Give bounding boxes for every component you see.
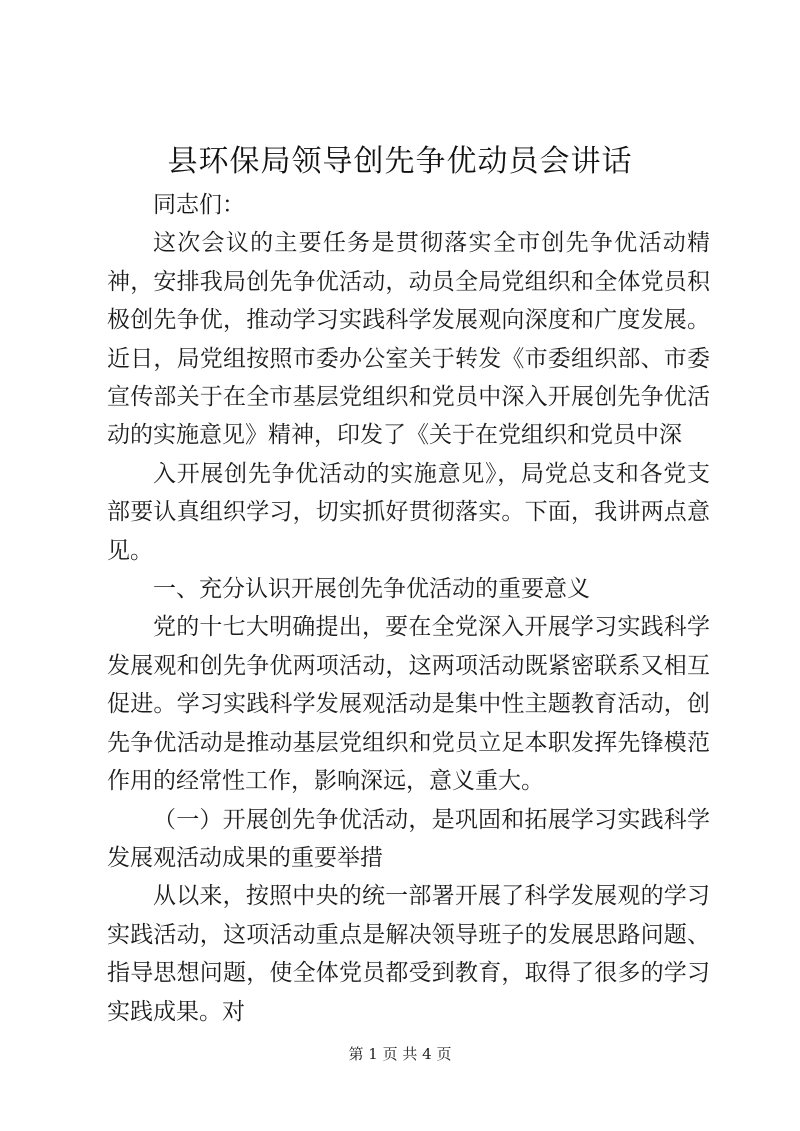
section-1-paragraph: 党的十七大明确提出，要在全党深入开展学习实践科学发展观和创先争优两项活动，这两项活动既紧密联系又相互促进。学习实践科学发展观活动是集中性主题教育活动，创先争优活动是推动基层党组织和党员立足本职发挥先锋模范作用的经常性工作，影响深远，意义重大。 xyxy=(107,614,710,795)
page-number-footer: 第 1 页 共 4 页 xyxy=(348,1045,452,1063)
intro-paragraph: 这次会议的主要任务是贯彻落实全市创先争优活动精神，安排我局创先争优活动，动员全局党组织和全体党员积极创先争优，推动学习实践科学发展观向深度和广度发展。近日，局党组按照市委办公室关于转发《市委组织部、市委宣传部关于在全市基层党组织和党员中深入开展创先争优活动的实施意见》精神，印发了《关于在党组织和党员中深 xyxy=(107,230,710,449)
document-body xyxy=(107,186,710,1031)
document-title: 县环保局领导创先争优动员会讲话 xyxy=(167,144,633,179)
subsection-heading-1: （一）开展创先争优活动，是巩固和拓展学习实践科学发展观活动成果的重要举措 xyxy=(107,806,710,871)
subsection-1-paragraph: 从以来，按照中央的统一部署开展了科学发展观的学习实践活动，这项活动重点是解决领导班子的发展思路问题、指导思想问题，使全体党员都受到教育，取得了很多的学习实践成果。对 xyxy=(107,883,710,1025)
section-heading-1: 一、充分认识开展创先争优活动的重要意义 xyxy=(153,576,590,603)
salutation-paragraph: 同志们： xyxy=(153,192,245,218)
intro-continuation-paragraph: 入开展创先争优活动的实施意见》，局党总支和各党支部要认真组织学习，切实抓好贯彻落实。下面，我讲两点意见。 xyxy=(107,460,710,564)
